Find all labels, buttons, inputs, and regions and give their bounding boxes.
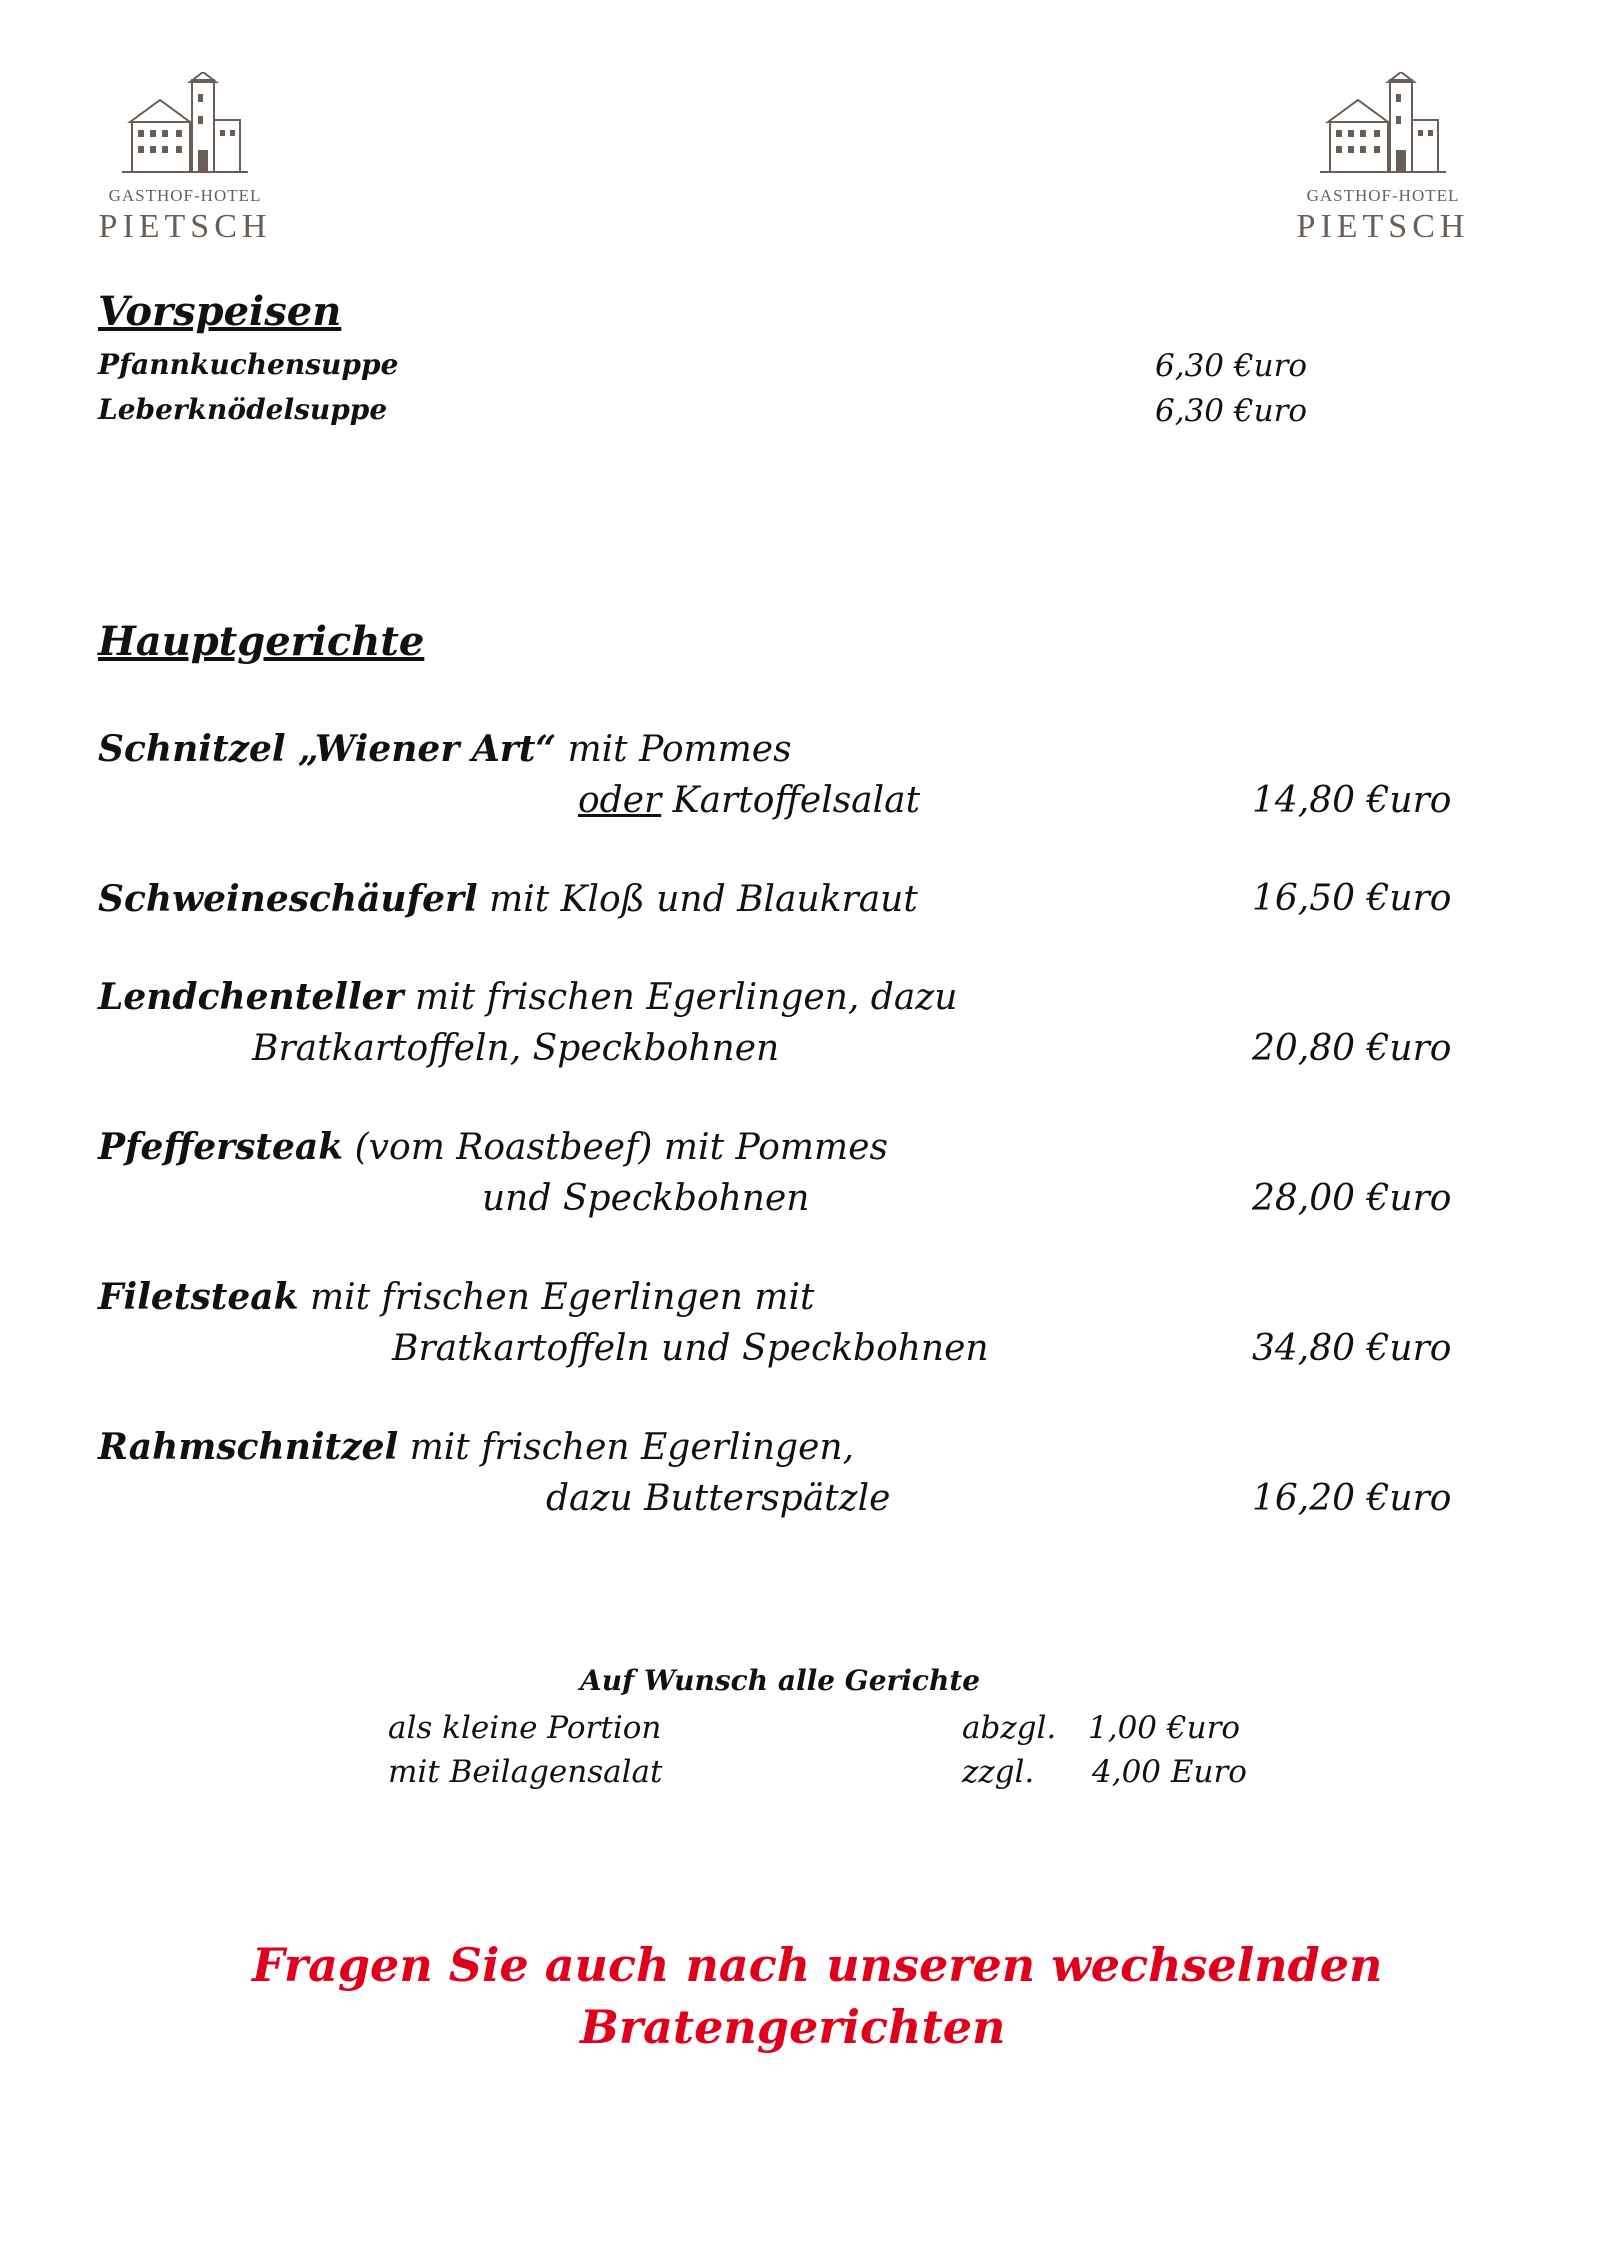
starter-price: 6,30 €uro — [1155, 348, 1308, 384]
options-heading: Auf Wunsch alle Gerichte — [580, 1664, 981, 1697]
dish-price: 14,80 €uro — [1252, 780, 1452, 821]
dish-desc: mit frischen Egerlingen mit — [298, 1277, 815, 1318]
option-modifier: zzgl. — [962, 1754, 1035, 1790]
logo-line2: PIETSCH — [98, 208, 272, 245]
starter-name: Leberknödelsuppe — [98, 393, 388, 426]
logo-left — [70, 72, 300, 262]
logo-line2: PIETSCH — [1296, 208, 1470, 245]
dish-desc: Bratkartoffeln und Speckbohnen — [392, 1328, 989, 1369]
dish-line — [98, 1426, 854, 1468]
logo-line1: GASTHOF-HOTEL — [1306, 186, 1460, 205]
dish-desc: mit Kloß und Blaukraut — [477, 879, 918, 920]
logo-line1: GASTHOF-HOTEL — [108, 186, 262, 205]
option-modifier: abzgl. — [962, 1710, 1057, 1746]
hotel-building-icon — [120, 72, 250, 184]
footer-line1: Fragen Sie auch nach unseren wechselnden — [252, 1938, 1383, 1992]
dish-line — [98, 878, 918, 920]
starter-name: Pfannkuchensuppe — [98, 348, 399, 381]
dish-name: Schnitzel „Wiener Art“ — [98, 728, 557, 770]
starter-price: 6,30 €uro — [1155, 393, 1308, 429]
dish-name: Rahmschnitzel — [98, 1426, 399, 1468]
logo-right — [1268, 72, 1498, 262]
dish-desc: mit frischen Egerlingen, dazu — [403, 977, 958, 1018]
dish-price: 34,80 €uro — [1252, 1328, 1452, 1369]
dish-name: Lendchenteller — [98, 976, 404, 1018]
hotel-building-icon — [1318, 72, 1448, 184]
starters-heading: Vorspeisen — [98, 288, 342, 335]
dish-line — [98, 728, 792, 770]
dish-name: Schweineschäuferl — [98, 878, 478, 920]
dish-name: Filetsteak — [98, 1276, 299, 1318]
dish-price: 16,20 €uro — [1252, 1478, 1452, 1519]
dish-price: 28,00 €uro — [1252, 1178, 1452, 1219]
dish-name: Pfeffersteak — [98, 1126, 344, 1168]
dish-desc: mit frischen Egerlingen, — [398, 1427, 855, 1468]
option-price: 4,00 Euro — [1092, 1754, 1247, 1790]
dish-line — [98, 976, 957, 1018]
footer-line2: Bratengerichten — [580, 2000, 1006, 2054]
dish-line — [578, 780, 920, 821]
dish-desc: Kartoffelsalat — [661, 780, 921, 821]
dish-desc: mit Pommes — [556, 729, 792, 770]
option-price: 1,00 €uro — [1088, 1710, 1241, 1746]
dish-desc: Bratkartoffeln, Speckbohnen — [252, 1028, 780, 1069]
dish-desc: und Speckbohnen — [482, 1178, 810, 1219]
dish-line — [98, 1276, 814, 1318]
dish-desc: (vom Roastbeef) mit Pommes — [343, 1127, 888, 1168]
dish-line — [98, 1126, 888, 1168]
mains-heading: Hauptgerichte — [98, 618, 425, 665]
dish-desc-underlined: oder — [578, 780, 662, 821]
dish-price: 16,50 €uro — [1252, 878, 1452, 919]
dish-price: 20,80 €uro — [1252, 1028, 1452, 1069]
option-label: mit Beilagensalat — [388, 1754, 663, 1790]
option-label: als kleine Portion — [388, 1710, 662, 1746]
dish-desc: dazu Butterspätzle — [546, 1478, 891, 1519]
